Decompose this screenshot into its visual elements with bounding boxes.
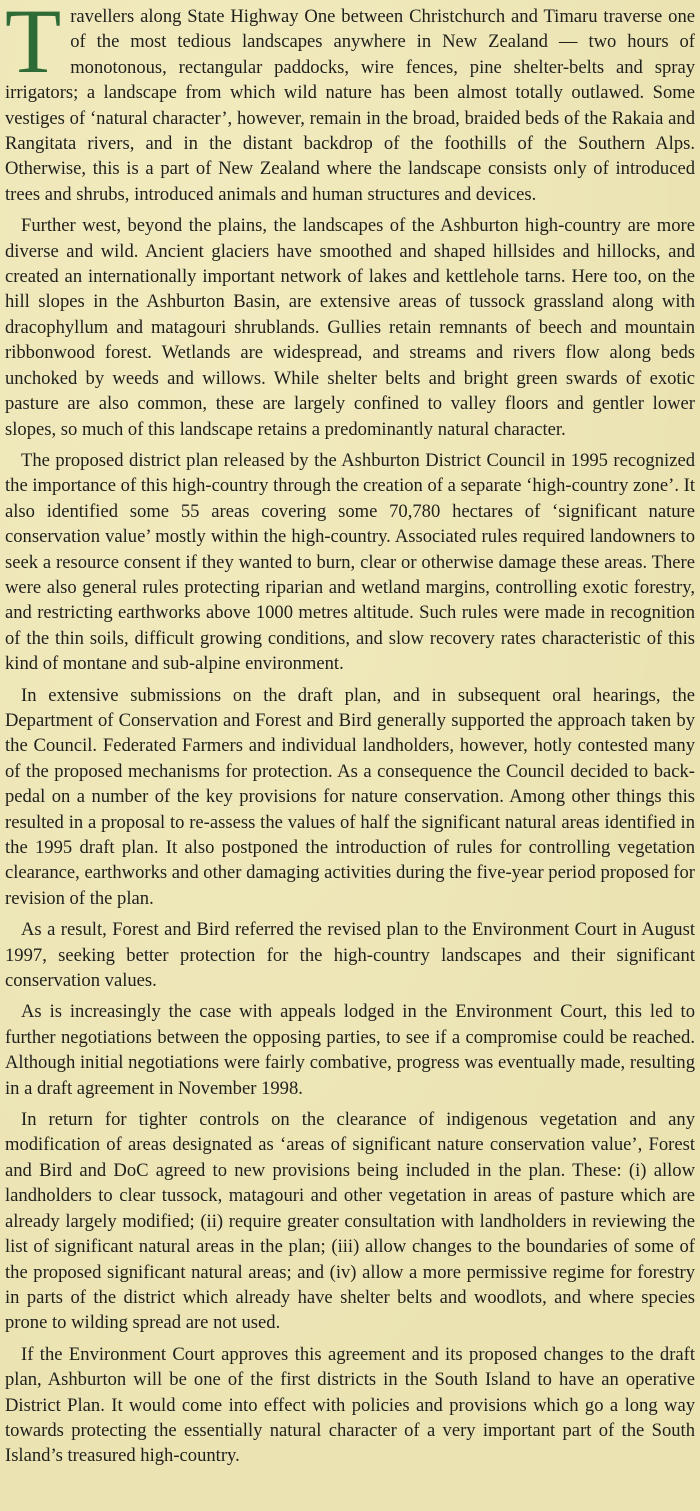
paragraph-2: Further west, beyond the plains, the landscapes of the Ashburton high-country are more diverse and wild. Ancient glaciers have smoothed and shaped hillsides and hillocks, and created an internationally important network of lakes and kettlehole tarns. Here too, on the hill slopes in the Ashburton Basin, are extensive areas of tussock grassland along with dracophyllum and matagouri shrublands. Gullies retain remnants of beech and mountain ribbonwood forest. Wetlands are widespread, and streams and rivers flow along beds unchoked by weeds and willows. While shelter belts and bright green swards of exotic pasture are also common, these are largely confined to valley floors and gentler lower slopes, so much of this landscape retains a predominantly natural character. [5,215,695,440]
drop-cap: T [5,0,62,92]
article-body [5,0,695,1469]
paragraph-1 [5,0,695,207]
paragraph-5: As a result, Forest and Bird referred the revised plan to the Environment Court in August 1997, seeking better protection for the high-country landscapes and their significant conservation values. [5,919,695,992]
paragraph-7: In return for tighter controls on the clearance of indigenous vegetation and any modification of areas designated as ‘areas of significant nature conservation value’, Forest and Bird and DoC agreed to new provisions being included in the plan. These: (i) allow landholders to clear tussock, matagouri and other vegetation in areas of pasture which are already largely modified; (ii) require greater consultation with landholders in reviewing the list of significant natural areas in the plan; (iii) allow changes to the boundaries of some of the proposed significant natural areas; and (iv) allow a more permissive regime for forestry in parts of the district which already have shelter belts and woodlots, and where species prone to wilding spread are not used. [5,1109,695,1334]
paragraph-3: The proposed district plan released by the Ashburton District Council in 1995 recognized the importance of this high-country through the creation of a separate ‘high-country zone’. It also identified some 55 areas covering some 70,780 hectares of ‘significant nature conservation value’ mostly within the high-country. Associated rules required landowners to seek a resource consent if they wanted to burn, clear or otherwise damage these areas. There were also general rules protecting riparian and wetland margins, controlling exotic forestry, and restricting earthworks above 1000 metres altitude. Such rules were made in recognition of the thin soils, difficult growing conditions, and slow recovery rates characteristic of this kind of montane and sub-alpine environment. [5,449,695,675]
paragraph-8: If the Environment Court approves this agreement and its proposed changes to the draft plan, Ashburton will be one of the first districts in the South Island to have an operative District Plan. It would come into effect with policies and provisions which go a long way towards protecting the essentially natural character of a very important part of the South Island’s treasured high-country. [5,1343,695,1467]
paragraph-1-text: ravellers along State Highway One between Christchurch and Timaru traverse one of the most tedious landscapes anywhere in New Zealand — two hours of monotonous, rectangular paddocks, wire fences, pine shelter-belts and spray irrigators; a landscape from which wild nature has been almost totally outlawed. Some vestiges of ‘natural character’, however, remain in the broad, braided beds of the Rakaia and Rangitata rivers, and in the distant backdrop of the foothills of the Southern Alps. Otherwise, this is a part of New Zealand where the landscape consists only of introduced trees and shrubs, introduced animals and human structures and devices. [5,6,695,205]
paragraph-4: In extensive submissions on the draft plan, and in subsequent oral hearings, the Department of Conservation and Forest and Bird generally supported the approach taken by the Council. Federated Farmers and individual landholders, however, hotly contested many of the proposed mechanisms for protection. As a consequence the Council decided to back-pedal on a number of the key provisions for nature conservation. Among other things this resulted in a proposal to re-assess the values of half the significant natural areas identified in the 1995 draft plan. It also postponed the introduction of rules for controlling vegetation clearance, earthworks and other damaging activities during the five-year period proposed for revision of the plan. [5,684,695,909]
paragraph-6: As is increasingly the case with appeals lodged in the Environment Court, this led to further negotiations between the opposing parties, to see if a compromise could be reached. Although initial negotiations were fairly combative, progress was eventually made, resulting in a draft agreement in November 1998. [5,1001,695,1099]
